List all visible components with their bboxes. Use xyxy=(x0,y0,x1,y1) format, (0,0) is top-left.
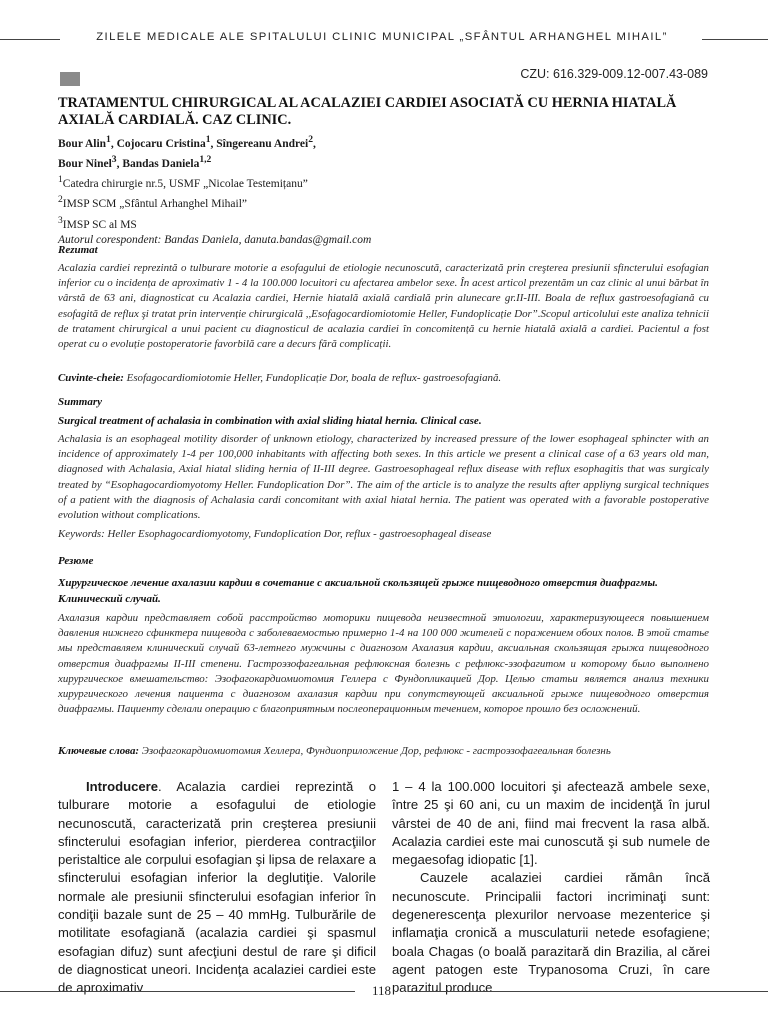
author-name: , Bandas Daniela xyxy=(116,157,200,170)
summary-keywords: Keywords: Heller Esophagocardiomyotomy, Fundoplication Dor, reflux - gastroesophageal disease xyxy=(58,528,492,540)
affiliation-sup: 2 xyxy=(58,194,63,206)
article-title: TRATAMENTUL CHIRURGICAL AL ACALAZIEI CARDIEI ASOCIATĂ CU HERNIA HIATALĂ AXIALĂ CARDIALĂ. CAZ CLINIC. xyxy=(58,95,677,128)
summary-heading: Summary xyxy=(58,396,103,408)
rezume-heading: Резюме xyxy=(58,555,94,567)
rezumat-body: Acalazia cardiei reprezintă o tulburare motorie a esofagului de etiologie necunoscută, caracterizată prin creşterea presiunii sfincterului esofagian inferior cu o incidența de aproximativ 1 - 4 la 100.000 locuitori cu afectarea ambelor sexe. În acest articol prezentăm un caz clinic al unui bărbat în vârstă de 63 ani, diagnosticat cu Acalazia cardiei, Hernie hiatală axială cardială prin alunecare gr.II-III. Boala de reflux gastroesofagiană cu esofagită de reflux şi tratat prin intervenție chirurgicală ,,Esofagocardiomiotomie Heller, Fundoplicație Dor”.Scopul articolului este analiza tehnicii de tratament chirurgical a unui pacient cu diagnosticul de acalazia cardiei în concomitență cu hernie hiatală axială a cardiei. Pacientul a fost operat cu o evoluție postoperatorie favorbilă care a decurs fără complicații. xyxy=(58,262,709,351)
author-separator: , xyxy=(312,137,316,150)
keywords-label: Ключевые слова: xyxy=(58,745,140,757)
running-header xyxy=(0,29,768,49)
affiliation-text: IMSP SC al MS xyxy=(62,218,137,231)
footer-rule-right xyxy=(408,991,768,992)
header-rule-right xyxy=(702,39,768,40)
summary-subtitle: Surgical treatment of achalasia in combination with axial sliding hiatal hernia. Clinical case. xyxy=(58,415,482,427)
rezumat-heading: Rezumat xyxy=(58,244,98,256)
author-name: , Sîngereanu Andrei xyxy=(210,137,309,150)
keywords-value: Эзофагокардиомиотомия Хеллера, Фундиоприложение Дор, рефлюкс - гастроэзофагеальная болезнь xyxy=(139,745,611,757)
authors-block xyxy=(58,132,708,248)
udc-code: CZU: 616.329-009.12-007.43-089 xyxy=(520,67,708,81)
summary-body: Achalasia is an esophageal motility disorder of unknown etiology, characterized by increased pressure of the lower esophageal sphincter with an incidence of approximately 1-4 per 100,000 inhabitants with affecting both sexes. In this article we present a clinical case of a 63 years old man, diagnosed with Achalasia, Axial hiatal sliding hernia of II-III degree. Gastroesophageal reflux disease with reflux esophagitis that was surgicaly treated by “Esophagocardiomyotomy Heller. Fundoplication Dor”. The aim of the article is to analyze the results after appliyng surgical techniques of a patient with the diagnosis of Achalasia cardi concomitant with axial hiatal hernia. The patient was operated with a favorable postoperative evolution without complications. xyxy=(58,433,709,522)
affiliation-text: IMSP SCM „Sfântul Arhanghel Mihail” xyxy=(62,198,248,211)
affiliation xyxy=(58,192,708,212)
page-number: 118 xyxy=(371,983,392,998)
keywords-value: Esofagocardiomiotomie Heller, Fundoplicație Dor, boala de reflux- gastroesofagiană. xyxy=(123,372,502,384)
rezume-body: Ахалазия кардии представляет собой расстройство моторики пищевода неизвестной этиологии, характеризующееся повышением давления нижнего сфинктера пищевода с заболеваемостью примерно 1-4 на 100 000 жителей с поражением обоих полов. В этой статье мы представляем клинический случай 63-летнего мужчины с диагнозом Ахалазия кардии, аксиальная скользящая грыжа пищеводного отверстия диафрагмы II-III степени. Гастроэзофагеальная рефлюксная болезнь с рефлюкс-эзофагитом и которому было выполнено хирургическое вмешательство: Эзофагокардиомиотомия Геллера с Фундопликацией Дор. Целью статьи является анализ техники хирургического лечения пациента с диагнозом ахалазия кардии при сопутствующей аксиальной грыже пищеводного отверстия диафрагмы. Пациенту сделали операцию с благоприятным послеоперационным течением, которое прошло без осложнений. xyxy=(58,612,709,716)
header-rule-left xyxy=(0,39,60,40)
author-sup: 1,2 xyxy=(199,154,212,166)
corresponding-author: Autorul corespondent: Bandas Daniela, danuta.bandas@gmail.com xyxy=(58,233,372,246)
author-sup: 1 xyxy=(106,134,111,145)
body-column-left xyxy=(58,778,376,998)
keywords-label: Cuvinte-cheie: xyxy=(58,372,124,384)
author-name: , Cojocaru Cristina xyxy=(110,137,206,150)
intro-lead: Introducere xyxy=(86,779,159,794)
footer-rule-left xyxy=(0,991,355,992)
affiliation xyxy=(58,172,708,192)
author-line-1 xyxy=(58,132,708,152)
intro-text: . Acalazia cardiei reprezintă o tulburare motorie a esofagului de etiologie necunoscută, caracterizată prin creşterea presiunii sfincterului esofagian inferior, pierderea contracţiilor peristaltice ale corpului esofagian şi lipsa de relaxare a sfincterului esofagian inferior la deglutiţie. Valorile normale ale presiunii sfincterului esofagian inferior în condiţii bazale sunt de 25 – 40 mmHg. Tulburările de motilitate esofagiană (acalazia cardiei şi spasmul esofagian difuz) sunt afecţiuni destul de rare şi dificil de diagnosticat uneori. Incidenţa acalaziei cardiei este de aproximativ xyxy=(58,779,376,996)
author-sup: 1 xyxy=(205,134,211,145)
rezume-keywords xyxy=(58,744,709,759)
author-name: Bour Alin xyxy=(58,137,107,150)
author-sup: 3 xyxy=(111,154,117,166)
affiliation-text: Catedra chirurgie nr.5, USMF „Nicolae Testemițanu” xyxy=(62,178,308,191)
intro-paragraph xyxy=(58,778,376,998)
causes-paragraph: Cauzele acalaziei cardiei rămân încă necunoscute. Principalii factori incriminaţi sunt: degenerescenţa plexurilor nervoase mezenterice şi inflamaţia cronică a musculaturii netede esofagiene; boala Chagas (o boală parazitară din Brazilia, al cărei agent patogen este Trypanosoma Cruzi, în care parazitul produce xyxy=(392,870,710,996)
author-line-2 xyxy=(58,152,708,172)
running-header-text: ZILELE MEDICALE ALE SPITALULUI CLINIC MUNICIPAL „SFÂNTUL ARHANGHEL MIHAIL” xyxy=(96,31,668,43)
affiliation-sup: 3 xyxy=(58,214,63,226)
rezume-subtitle: Хирургическое лечение ахалазии кардии в сочетание с аксиальной скользящей грыже пищеводного отверстия диафрагмы. Клинический случай. xyxy=(58,577,658,605)
rezumat-keywords xyxy=(58,371,709,386)
body-column-right xyxy=(392,778,710,998)
author-name: Bour Ninel xyxy=(58,157,112,170)
intro-continuation: 1 – 4 la 100.000 locuitori şi afectează ambele sexe, între 25 şi 60 ani, cu un maxim de incidenţă în jurul vârstei de 40 de ani, fiind mai frecvent la rasa albă. Acalazia cardiei este mai cunoscută şi sub numele de megaesofag idiopatic [1]. xyxy=(392,779,710,868)
author-sup: 2 xyxy=(308,134,313,145)
affiliation-sup: 1 xyxy=(58,174,63,186)
affiliation xyxy=(58,213,708,233)
section-marker-square xyxy=(60,72,80,86)
